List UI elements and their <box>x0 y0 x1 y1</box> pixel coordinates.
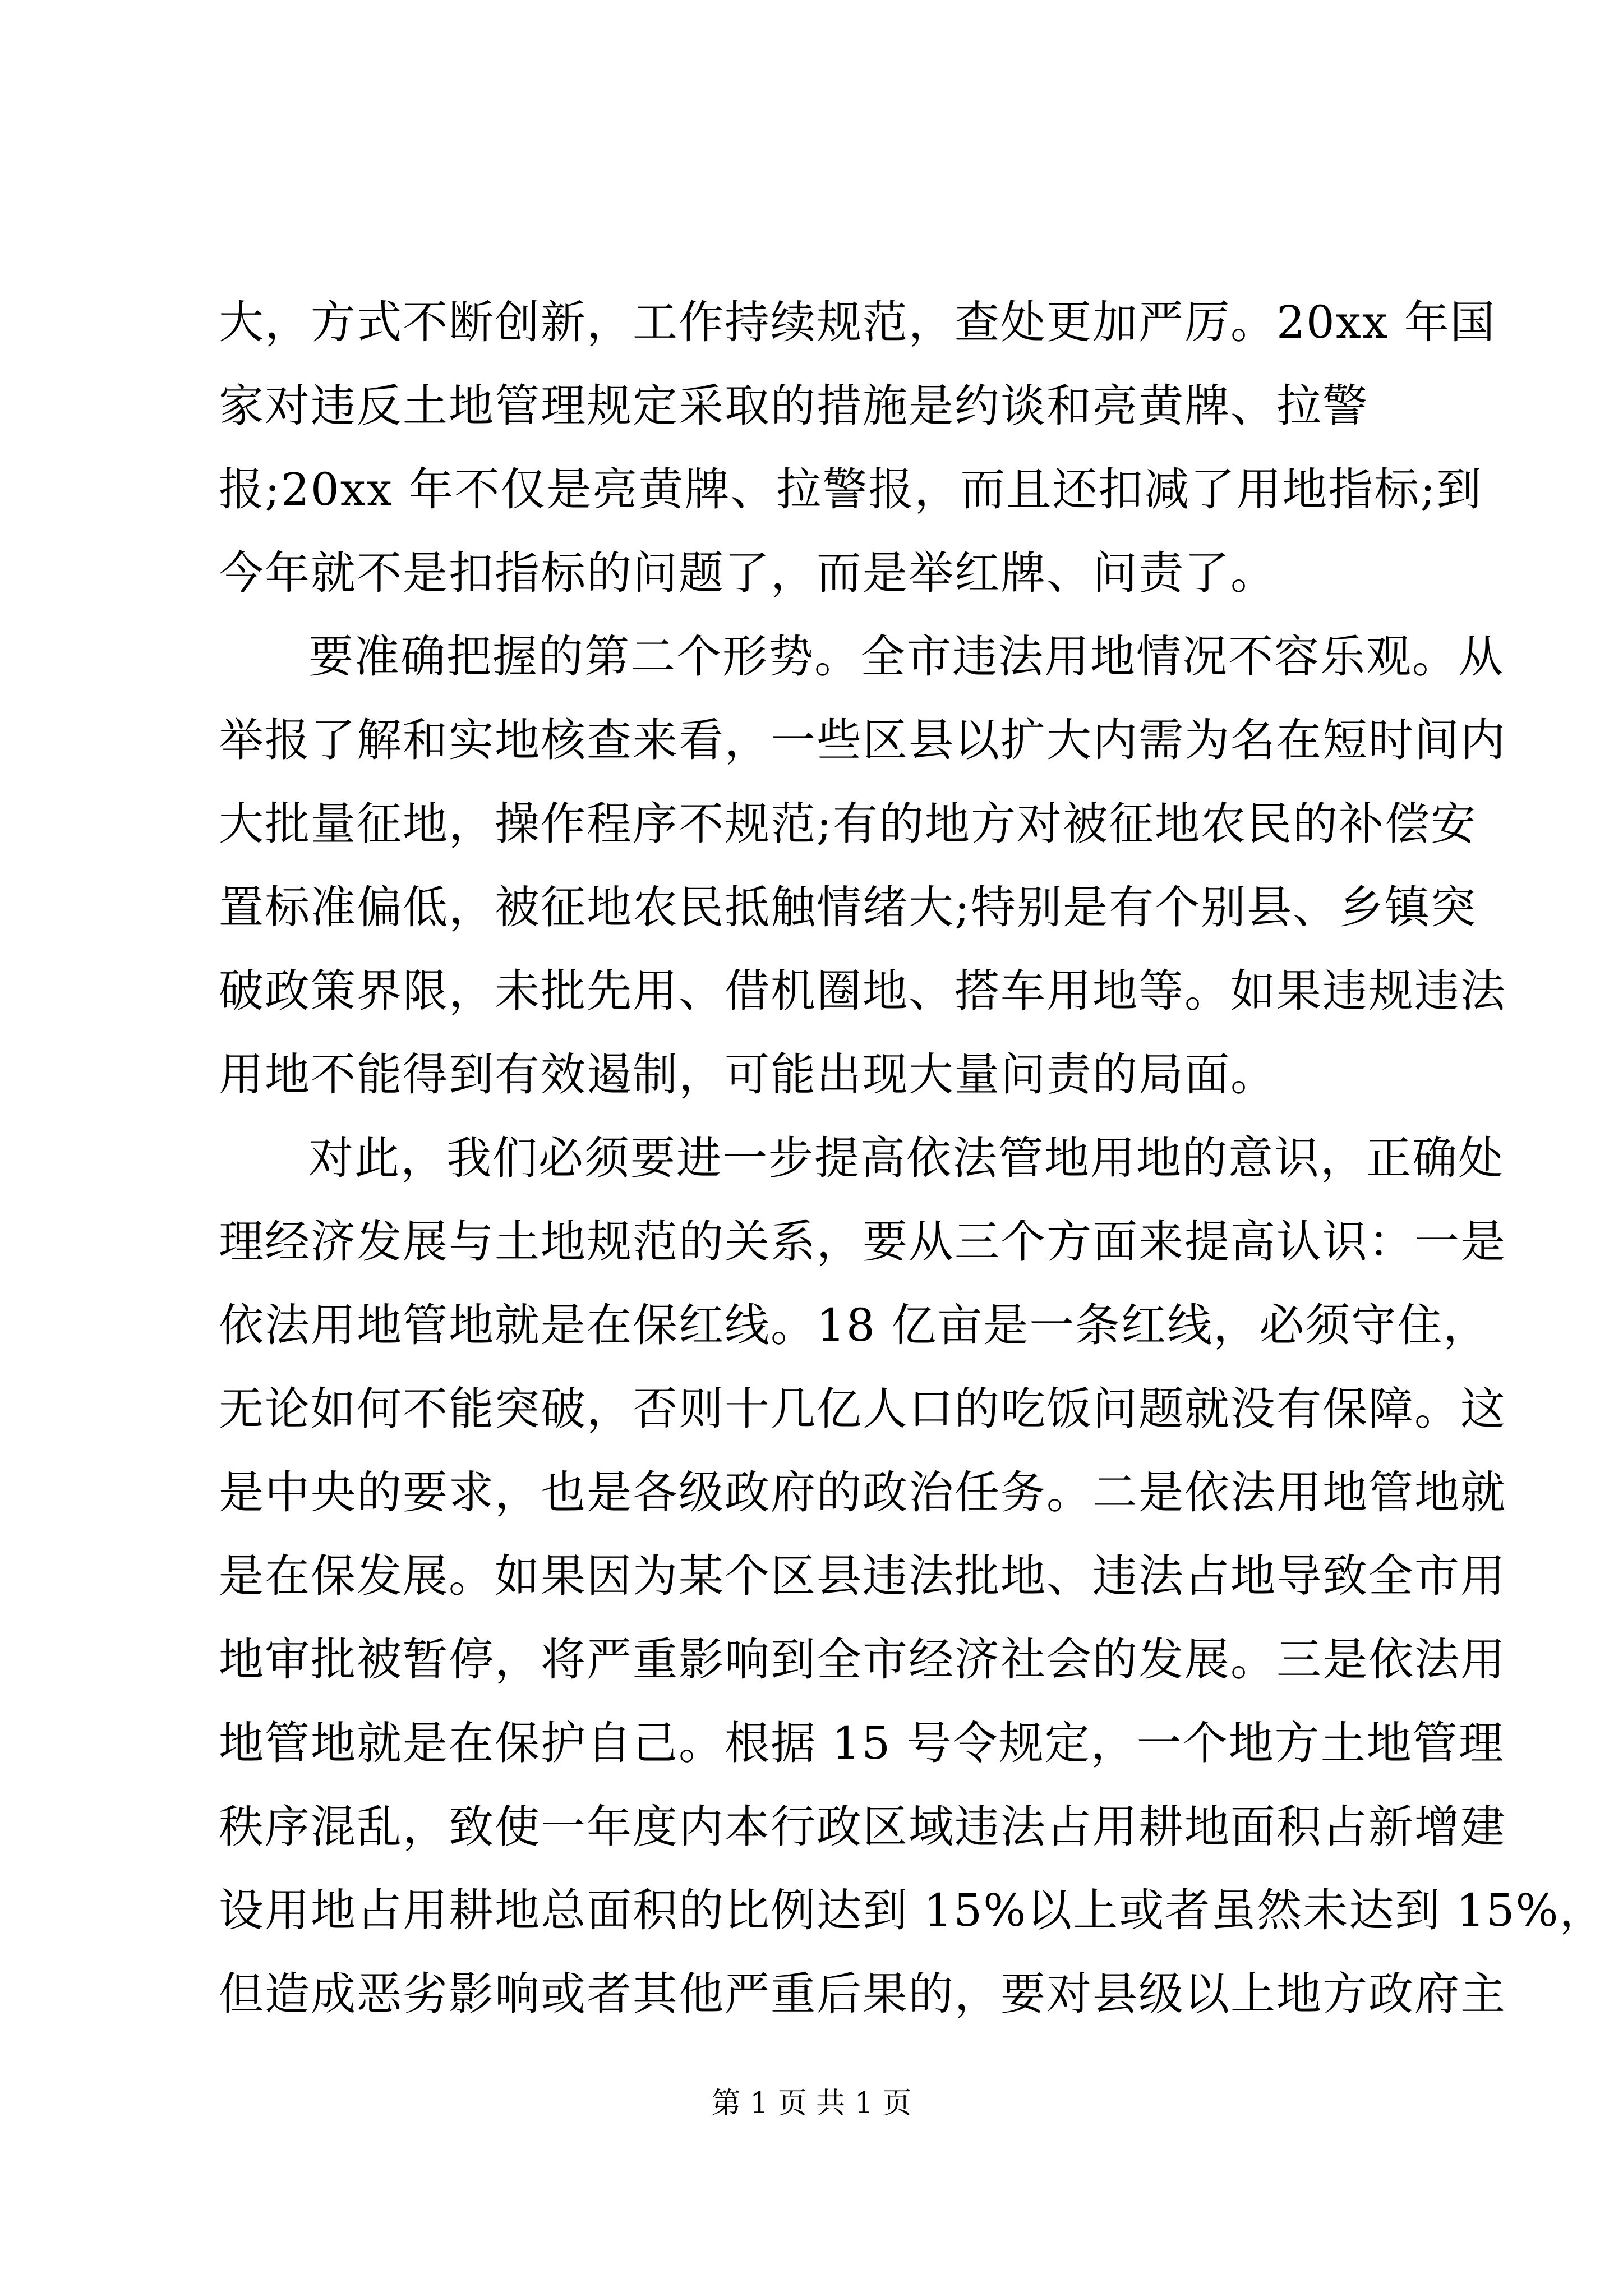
text-line: 举报了解和实地核查来看，一些区县以扩大内需为名在短时间内 <box>219 714 1506 766</box>
text-line: 破政策界限，未批先用、借机圈地、搭车用地等。如果违规违法 <box>219 965 1506 1017</box>
page-footer <box>0 2084 1623 2123</box>
text-line: 是在保发展。如果因为某个区县违法批地、违法占地导致全市用 <box>219 1550 1506 1602</box>
text-line: 地审批被暂停，将严重影响到全市经济社会的发展。三是依法用 <box>219 1634 1506 1686</box>
text-line: 设用地占用耕地总面积的比例达到 15%以上或者虽然未达到 15%， <box>219 1884 1606 1936</box>
text-line: 但造成恶劣影响或者其他严重后果的，要对县级以上地方政府主 <box>219 1968 1506 2020</box>
paragraph-start-line: 要准确把握的第二个形势。全市违法用地情况不容乐观。从 <box>308 631 1504 683</box>
paragraph-start-line: 对此，我们必须要进一步提高依法管地用地的意识，正确处 <box>308 1132 1504 1184</box>
text-line: 今年就不是扣指标的问题了，而是举红牌、问责了。 <box>219 547 1276 599</box>
text-line: 家对违反土地管理规定采取的措施是约谈和亮黄牌、拉警 <box>219 380 1368 432</box>
text-line: 大批量征地，操作程序不规范;有的地方对被征地农民的补偿安 <box>219 798 1477 850</box>
text-line: 是中央的要求，也是各级政府的政治任务。二是依法用地管地就 <box>219 1466 1506 1519</box>
text-line: 无论如何不能突破，否则十几亿人口的吃饭问题就没有保障。这 <box>219 1383 1506 1435</box>
text-line: 用地不能得到有效遏制，可能出现大量问责的局面。 <box>219 1048 1276 1101</box>
document-body <box>219 280 1606 2036</box>
page-number-label: 第 1 页 共 1 页 <box>711 2087 912 2120</box>
text-line: 大，方式不断创新，工作持续规范，查处更加严厉。20xx 年国 <box>219 296 1496 348</box>
text-line: 依法用地管地就是在保红线。18 亿亩是一条红线，必须守住， <box>219 1299 1490 1351</box>
text-line: 秩序混乱，致使一年度内本行政区域违法占用耕地面积占新增建 <box>219 1801 1506 1853</box>
text-line: 理经济发展与土地规范的关系，要从三个方面来提高认识：一是 <box>219 1216 1506 1268</box>
text-line: 报;20xx 年不仅是亮黄牌、拉警报，而且还扣减了用地指标;到 <box>219 463 1483 516</box>
text-line: 地管地就是在保护自己。根据 15 号令规定，一个地方土地管理 <box>219 1717 1505 1769</box>
text-line: 置标准偏低，被征地农民抵触情绪大;特别是有个别县、乡镇突 <box>219 881 1477 933</box>
